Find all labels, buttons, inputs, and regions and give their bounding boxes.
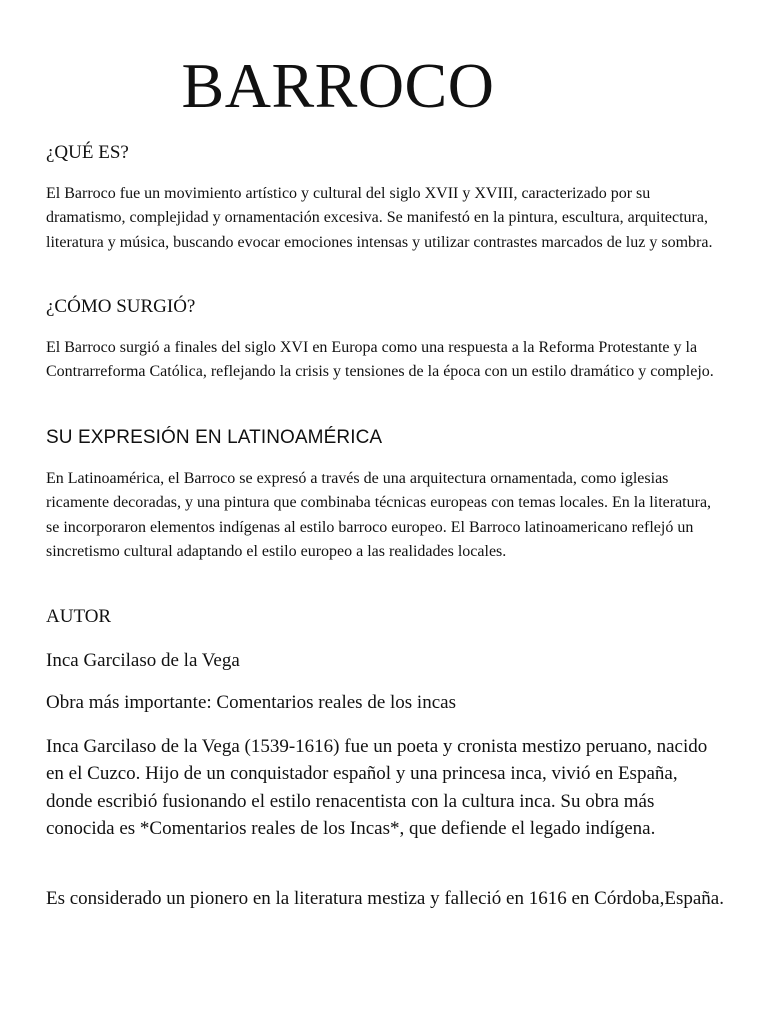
author-main-work: Obra más importante: Comentarios reales de los incas xyxy=(46,692,456,713)
paragraph-como-surgio: El Barroco surgió a finales del siglo XVI en Europa como una respuesta a la Reforma Protestante y la Contrarreforma Católica, reflejando la crisis y tensiones de la época con un estilo dramático y complejo. xyxy=(46,339,714,381)
author-name: Inca Garcilaso de la Vega xyxy=(46,650,240,671)
heading-que-es: ¿QUÉ ES? xyxy=(46,142,129,163)
heading-latinoamerica: SU EXPRESIÓN EN LATINOAMÉRICA xyxy=(46,427,383,448)
paragraph-latinoamerica: En Latinoamérica, el Barroco se expresó a través de una arquitectura ornamentada, como iglesias ricamente decoradas, y una pintura que combinaba técnicas europeas con temas locales. En la literatura, se incorporaron elementos indígenas al estilo barroco europeo. El Barroco latinoamericano reflejó un sincretismo cultural adaptando el estilo europeo a las realidades locales. xyxy=(46,470,712,560)
heading-como-surgio: ¿CÓMO SURGIÓ? xyxy=(46,296,196,317)
heading-autor: AUTOR xyxy=(46,606,112,627)
paragraph-que-es: El Barroco fue un movimiento artístico y cultural del siglo XVII y XVIII, caracterizado por su dramatismo, complejidad y ornamentación excesiva. Se manifestó en la pintura, escultura, arquitectura, literatura y música, buscando evocar emociones intensas y utilizar contrastes marcados de luz y sombra. xyxy=(46,185,713,251)
document-title: BARROCO xyxy=(181,50,495,121)
author-biography: Inca Garcilaso de la Vega (1539-1616) fue un poeta y cronista mestizo peruano, nacido en el Cuzco. Hijo de un conquistador español y una princesa inca, vivió en España, donde escribió fusionando el estilo renacentista con la cultura inca. Su obra más conocida es *Comentarios reales de los Incas*, que defiende el legado indígena. xyxy=(46,736,708,840)
author-closing: Es considerado un pionero en la literatura mestiza y falleció en 1616 en Córdoba,España. xyxy=(46,888,724,909)
